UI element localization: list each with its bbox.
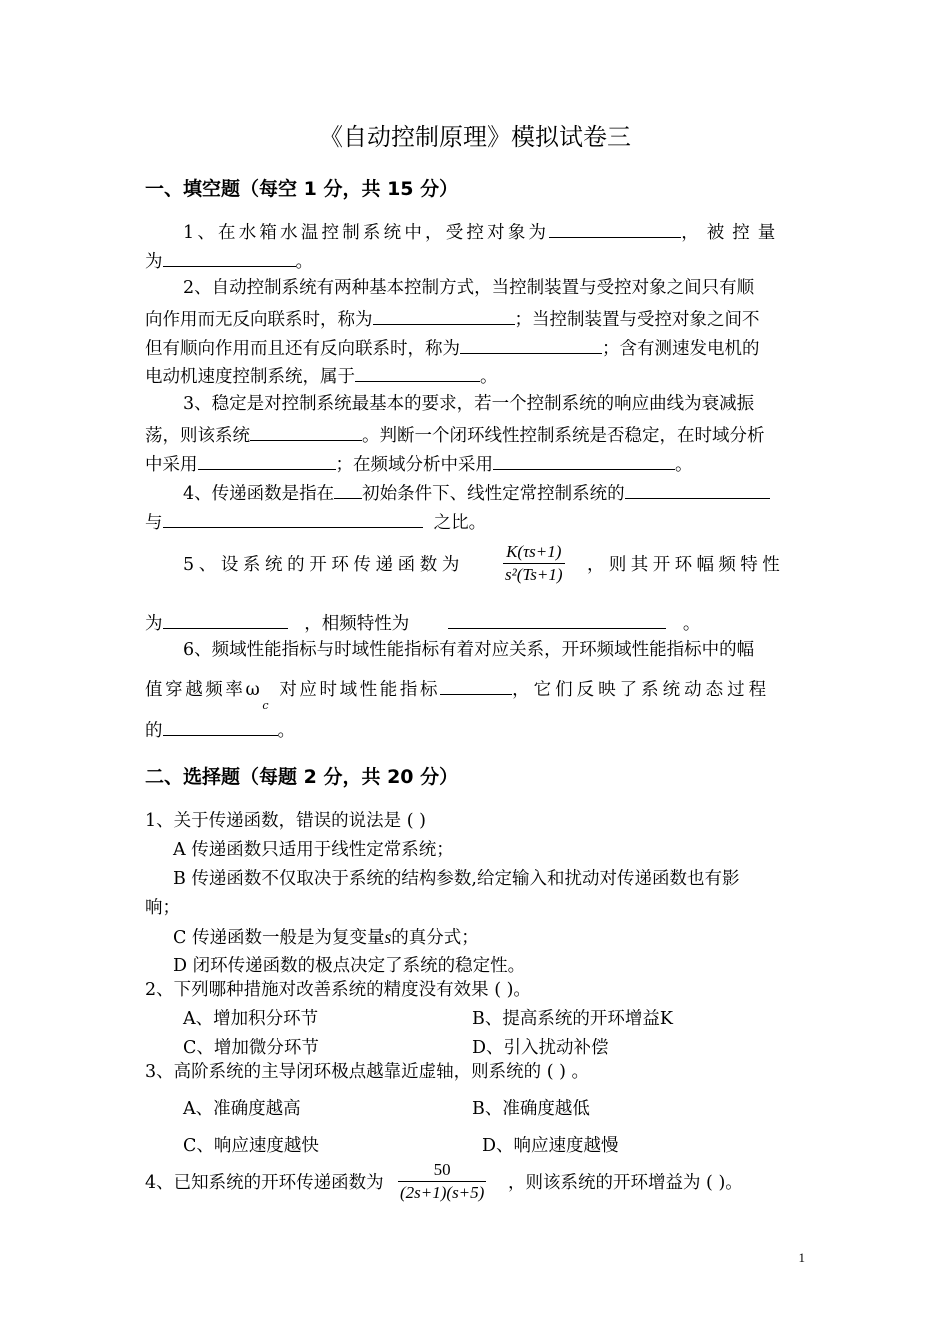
q6-line1: 6、频域性能指标与时域性能指标有着对应关系，开环频域性能指标中的幅 [183, 640, 755, 660]
q2-line1: 2、自动控制系统有两种基本控制方式，当控制装置与受控对象之间只有顺 [183, 278, 755, 298]
mc-q4-transfer-function [398, 1160, 486, 1203]
q3-text-b: 荡，则该系统 [145, 426, 250, 446]
q4-text-c: 与 [145, 513, 163, 533]
mc-q2-option-b: B、提高系统的开环增益K [472, 1009, 673, 1029]
q2-text-b: 向作用而无反向联系时，称为 [145, 310, 373, 330]
q4-blank-3 [163, 508, 423, 528]
q5-transfer-function [503, 542, 565, 585]
mc-q1-option-c [173, 925, 479, 950]
q1-blank-2 [163, 247, 296, 267]
mc-q3-option-c: C、响应速度越快 [183, 1136, 319, 1156]
q2-blank-3 [355, 362, 480, 382]
omega-symbol: ω [245, 680, 263, 700]
q5-line1-text: 5、设系统的开环传递函数为 [183, 555, 464, 575]
mc-q4-denominator: (2s+1)(s+5) [400, 1183, 485, 1202]
q3-line3 [145, 450, 693, 477]
q2-line3 [145, 334, 760, 361]
q4-line2 [145, 508, 486, 535]
q5-blank-2 [448, 609, 666, 629]
q1-text-b: ，被控量 [681, 223, 784, 243]
q5-line1-tail: ，则其开环幅频特性 [587, 555, 785, 575]
q3-line2 [145, 421, 765, 448]
mc-q4-numerator: 50 [433, 1160, 451, 1179]
q6-text-b: 值穿越频率 [145, 680, 246, 700]
q2-line2 [145, 305, 760, 332]
q5-fraction-bar [503, 563, 565, 564]
mc-q3-option-a: A、准确度越高 [183, 1099, 301, 1119]
q4-text-d: 之比。 [433, 513, 487, 533]
q6-line3 [145, 716, 295, 743]
q3-blank-3 [493, 450, 675, 470]
q3-line1: 3、稳定是对控制系统最基本的要求，若一个控制系统的响应曲线为衰减振 [183, 394, 755, 414]
mc-q3: 3、高阶系统的主导闭环极点越靠近虚轴，则系统的 ( ) 。 [145, 1062, 589, 1082]
q3-text-d: 中采用 [145, 455, 198, 475]
q5-text-c: 为 [145, 614, 163, 634]
q2-text-g: 。 [480, 367, 498, 387]
q3-text-f: 。 [675, 455, 693, 475]
q6-blank-1 [440, 675, 512, 695]
q4-blank-2 [625, 479, 770, 499]
q4-text-a: 4、传递函数是指在 [183, 484, 335, 504]
q1-text-d: 。 [295, 252, 313, 272]
q5-denominator: s²(Ts+1) [505, 565, 563, 584]
section-1-heading: 一、填空题（每空 1 分，共 15 分） [145, 178, 459, 200]
q6-blank-2 [163, 716, 278, 736]
q4-text-b: 初始条件下、线性定常控制系统的 [362, 484, 625, 504]
q2-blank-1 [373, 305, 515, 325]
q5-text-d: ，相频特性为 [304, 614, 410, 634]
exam-title: 《自动控制原理》模拟试卷三 [319, 123, 631, 151]
q6-line2 [145, 675, 771, 712]
q6-text-c: 对应时域性能指标 [279, 680, 441, 700]
mc-q4-fraction-bar [398, 1181, 486, 1182]
mc-q1-c-text-a: C 传递函数一般是为复变量 [173, 928, 385, 948]
mc-q3-option-b: B、准确度越低 [472, 1099, 590, 1119]
mc-q3-option-d: D、响应速度越慢 [482, 1136, 619, 1156]
q2-blank-2 [460, 334, 602, 354]
q1-line2 [145, 247, 313, 274]
q1-text-a: 1、在水箱水温控制系统中，受控对象为 [183, 223, 550, 243]
mc-q1-option-b-cont: 响； [145, 898, 180, 918]
mc-q1-option-d: D 闭环传递函数的极点决定了系统的稳定性。 [173, 956, 526, 976]
page-number: 1 [798, 1250, 805, 1265]
mc-q1-c-var-s: s [384, 927, 392, 947]
mc-q1-c-text-b: 的真分式； [391, 928, 479, 948]
q1-line1 [183, 218, 783, 245]
mc-q4-text-b: ，则该系统的开环增益为 ( )。 [508, 1173, 743, 1193]
mc-q2-option-a: A、增加积分环节 [183, 1009, 319, 1029]
q6-text-d: ，它们反映了系统动态过程 [512, 680, 771, 700]
q3-text-c: 。判断一个闭环线性控制系统是否稳定，在时域分析 [362, 426, 765, 446]
q5-numerator: K(τs+1) [506, 542, 562, 561]
section-2-heading: 二、选择题（每题 2 分，共 20 分） [145, 766, 459, 788]
q2-text-f: 电动机速度控制系统，属于 [145, 367, 355, 387]
q3-text-e: ；在频域分析中采用 [335, 455, 493, 475]
mc-q1: 1、关于传递函数，错误的说法是 ( ) [145, 811, 426, 831]
q2-line4 [145, 362, 498, 389]
q1-text-c: 为 [145, 252, 163, 272]
q5-line2 [145, 609, 700, 636]
q2-text-c: ；当控制装置与受控对象之间不 [514, 310, 760, 330]
mc-q4-text-a: 4、已知系统的开环传递函数为 [145, 1173, 384, 1193]
q5-text-e: 。 [682, 614, 701, 634]
q6-text-f: 。 [277, 721, 295, 741]
q4-blank-1 [334, 479, 362, 499]
q4-line1 [183, 479, 770, 506]
mc-q2-option-c: C、增加微分环节 [183, 1038, 319, 1058]
mc-q1-option-a: A 传递函数只适用于线性定常系统； [173, 840, 454, 860]
mc-q1-option-b: B 传递函数不仅取决于系统的结构参数,给定输入和扰动对传递函数也有影 [173, 869, 740, 889]
q5-blank-1 [163, 609, 288, 629]
mc-q2: 2、下列哪种措施对改善系统的精度没有效果 ( )。 [145, 980, 531, 1000]
mc-q2-option-d: D、引入扰动补偿 [472, 1038, 609, 1058]
q3-blank-1 [250, 421, 362, 441]
q2-text-e: ；含有测速发电机的 [602, 339, 760, 359]
q6-text-e: 的 [145, 721, 163, 741]
omega-subscript: c [262, 699, 272, 712]
q3-blank-2 [198, 450, 336, 470]
q2-text-d: 但有顺向作用而且还有反向联系时，称为 [145, 339, 460, 359]
q1-blank-1 [549, 218, 681, 238]
